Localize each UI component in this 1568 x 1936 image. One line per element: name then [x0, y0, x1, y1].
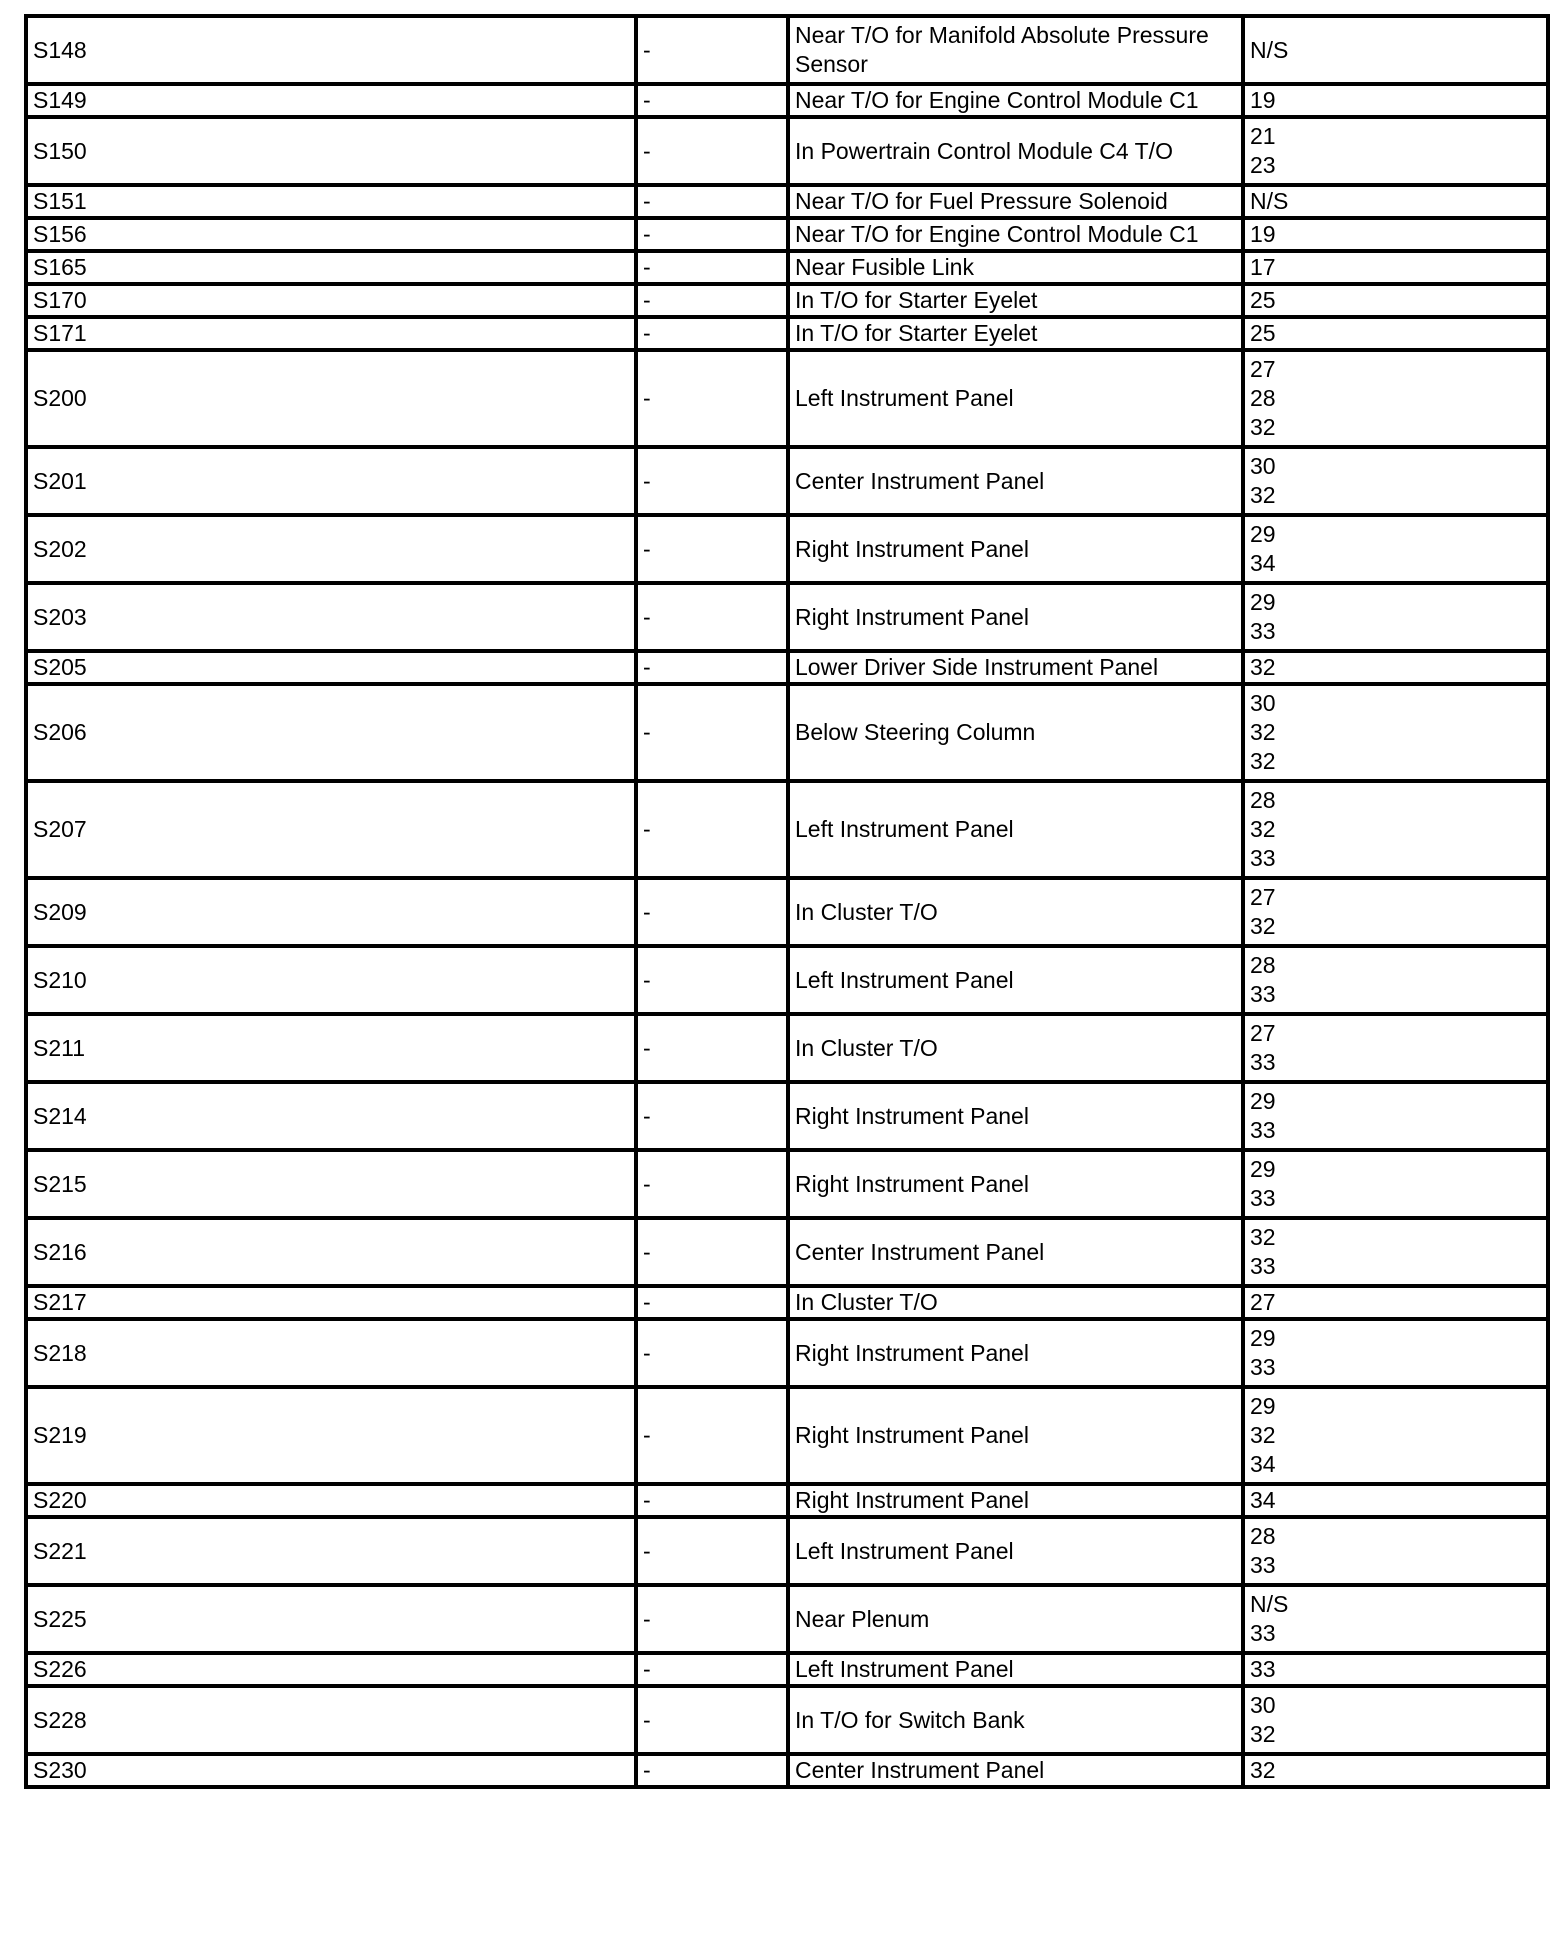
page-ref: 27 — [1250, 356, 1276, 382]
page-ref-cell — [1243, 218, 1548, 251]
page-ref-cell — [1243, 684, 1548, 781]
splice-id-cell: S149 — [26, 84, 636, 117]
table-row — [26, 218, 1548, 251]
page-ref: 32 — [1250, 654, 1276, 680]
splice-id-cell: S211 — [26, 1014, 636, 1082]
table-row — [26, 350, 1548, 447]
page-ref-cell — [1243, 284, 1548, 317]
table-row — [26, 515, 1548, 583]
location-cell: Right Instrument Panel — [788, 1319, 1243, 1387]
page-ref: 21 — [1250, 123, 1276, 149]
page-ref: 34 — [1250, 550, 1276, 576]
dash-cell: - — [636, 1585, 788, 1653]
dash-cell: - — [636, 317, 788, 350]
location-cell: Below Steering Column — [788, 684, 1243, 781]
location-cell: In Cluster T/O — [788, 878, 1243, 946]
location-cell: Right Instrument Panel — [788, 1387, 1243, 1484]
page-ref-cell — [1243, 350, 1548, 447]
table-row — [26, 1218, 1548, 1286]
page-ref: 27 — [1250, 884, 1276, 910]
page-ref-cell — [1243, 1754, 1548, 1787]
splice-id-cell: S209 — [26, 878, 636, 946]
page-ref: 19 — [1250, 221, 1276, 247]
page-ref-cell — [1243, 1653, 1548, 1686]
table-row — [26, 1585, 1548, 1653]
location-cell: Left Instrument Panel — [788, 1653, 1243, 1686]
page-ref: 32 — [1250, 1721, 1276, 1747]
page-ref-cell — [1243, 1484, 1548, 1517]
table-body — [26, 16, 1548, 1787]
table-row — [26, 16, 1548, 84]
page-ref: 33 — [1250, 981, 1276, 1007]
page-ref: 28 — [1250, 1523, 1276, 1549]
dash-cell: - — [636, 684, 788, 781]
table-row — [26, 1653, 1548, 1686]
page-ref-cell — [1243, 1150, 1548, 1218]
page-ref: 32 — [1250, 482, 1276, 508]
location-cell: Left Instrument Panel — [788, 781, 1243, 878]
splice-id-cell: S215 — [26, 1150, 636, 1218]
dash-cell: - — [636, 1286, 788, 1319]
table-row — [26, 1286, 1548, 1319]
page-ref-cell — [1243, 1585, 1548, 1653]
splice-id-cell: S150 — [26, 117, 636, 185]
page-ref: 32 — [1250, 748, 1276, 774]
page-ref: 32 — [1250, 1224, 1276, 1250]
splice-id-cell: S220 — [26, 1484, 636, 1517]
page-ref: 28 — [1250, 952, 1276, 978]
dash-cell: - — [636, 251, 788, 284]
table-row — [26, 781, 1548, 878]
page-ref-cell — [1243, 185, 1548, 218]
dash-cell: - — [636, 117, 788, 185]
page-ref: N/S — [1250, 36, 1289, 63]
page-ref: 25 — [1250, 287, 1276, 313]
location-cell: Right Instrument Panel — [788, 1150, 1243, 1218]
splice-id-cell: S165 — [26, 251, 636, 284]
location-cell: Near T/O for Manifold Absolute Pressure Sensor — [788, 16, 1243, 84]
page-ref-cell — [1243, 251, 1548, 284]
splice-id-cell: S200 — [26, 350, 636, 447]
page-ref: 23 — [1250, 152, 1276, 178]
dash-cell: - — [636, 1686, 788, 1754]
table-row — [26, 117, 1548, 185]
table-row — [26, 878, 1548, 946]
page-ref-cell — [1243, 117, 1548, 185]
page-ref: 32 — [1250, 719, 1276, 745]
page-ref: 27 — [1250, 1020, 1276, 1046]
page-ref: 32 — [1250, 816, 1276, 842]
location-cell: Left Instrument Panel — [788, 946, 1243, 1014]
splice-id-cell: S219 — [26, 1387, 636, 1484]
page-ref: 32 — [1250, 1757, 1276, 1783]
location-cell: In Powertrain Control Module C4 T/O — [788, 117, 1243, 185]
splice-id-cell: S225 — [26, 1585, 636, 1653]
dash-cell: - — [636, 515, 788, 583]
page-ref: 29 — [1250, 521, 1276, 547]
location-cell: In T/O for Starter Eyelet — [788, 284, 1243, 317]
page-ref: 32 — [1250, 913, 1276, 939]
dash-cell: - — [636, 1014, 788, 1082]
table-row — [26, 1484, 1548, 1517]
dash-cell: - — [636, 1754, 788, 1787]
page-ref-cell — [1243, 1014, 1548, 1082]
page-ref: 33 — [1250, 1117, 1276, 1143]
dash-cell: - — [636, 1082, 788, 1150]
splice-id-cell: S206 — [26, 684, 636, 781]
location-cell: Lower Driver Side Instrument Panel — [788, 651, 1243, 684]
dash-cell: - — [636, 350, 788, 447]
page-ref: 33 — [1250, 1049, 1276, 1075]
dash-cell: - — [636, 651, 788, 684]
page-ref-cell — [1243, 84, 1548, 117]
page-ref: 32 — [1250, 1422, 1276, 1448]
page-ref-cell — [1243, 1286, 1548, 1319]
location-cell: Near T/O for Fuel Pressure Solenoid — [788, 185, 1243, 218]
table-row — [26, 284, 1548, 317]
page-ref: 29 — [1250, 1393, 1276, 1419]
location-cell: Near T/O for Engine Control Module C1 — [788, 84, 1243, 117]
table-row — [26, 447, 1548, 515]
dash-cell: - — [636, 1517, 788, 1585]
splice-id-cell: S230 — [26, 1754, 636, 1787]
page-ref-cell — [1243, 1686, 1548, 1754]
page-ref: N/S — [1250, 1591, 1289, 1617]
splice-id-cell: S171 — [26, 317, 636, 350]
location-cell: Near Plenum — [788, 1585, 1243, 1653]
splice-table — [24, 14, 1550, 1789]
dash-cell: - — [636, 218, 788, 251]
splice-id-cell: S151 — [26, 185, 636, 218]
location-cell: Near T/O for Engine Control Module C1 — [788, 218, 1243, 251]
table-row — [26, 583, 1548, 651]
table-row — [26, 684, 1548, 781]
page-ref: 27 — [1250, 1289, 1276, 1315]
location-cell: Left Instrument Panel — [788, 1517, 1243, 1585]
splice-id-cell: S221 — [26, 1517, 636, 1585]
dash-cell: - — [636, 1387, 788, 1484]
page-ref: 33 — [1250, 1656, 1276, 1682]
location-cell: Center Instrument Panel — [788, 447, 1243, 515]
splice-id-cell: S216 — [26, 1218, 636, 1286]
page-ref: 28 — [1250, 787, 1276, 813]
dash-cell: - — [636, 84, 788, 117]
page-ref: 34 — [1250, 1451, 1276, 1477]
page-ref-cell — [1243, 1387, 1548, 1484]
page-ref: 17 — [1250, 254, 1276, 280]
splice-id-cell: S203 — [26, 583, 636, 651]
location-cell: In T/O for Starter Eyelet — [788, 317, 1243, 350]
page-ref: 25 — [1250, 320, 1276, 346]
page-ref: 33 — [1250, 1185, 1276, 1211]
page-ref: 33 — [1250, 1620, 1276, 1646]
table-row — [26, 1150, 1548, 1218]
dash-cell: - — [636, 185, 788, 218]
location-cell: In Cluster T/O — [788, 1014, 1243, 1082]
table-row — [26, 1319, 1548, 1387]
splice-id-cell: S148 — [26, 16, 636, 84]
splice-id-cell: S217 — [26, 1286, 636, 1319]
dash-cell: - — [636, 16, 788, 84]
table-row — [26, 251, 1548, 284]
dash-cell: - — [636, 284, 788, 317]
table-row — [26, 84, 1548, 117]
page-ref-cell — [1243, 781, 1548, 878]
page-ref: 33 — [1250, 845, 1276, 871]
table-row — [26, 1387, 1548, 1484]
page-ref-cell — [1243, 651, 1548, 684]
table-row — [26, 651, 1548, 684]
page-ref-cell — [1243, 1319, 1548, 1387]
dash-cell: - — [636, 1150, 788, 1218]
splice-id-cell: S201 — [26, 447, 636, 515]
dash-cell: - — [636, 583, 788, 651]
page-ref-cell — [1243, 447, 1548, 515]
location-cell: Left Instrument Panel — [788, 350, 1243, 447]
page-ref: 29 — [1250, 1156, 1276, 1182]
dash-cell: - — [636, 1218, 788, 1286]
splice-id-cell: S226 — [26, 1653, 636, 1686]
page-ref: N/S — [1250, 188, 1289, 214]
location-cell: Center Instrument Panel — [788, 1218, 1243, 1286]
page-ref: 29 — [1250, 1325, 1276, 1351]
dash-cell: - — [636, 1319, 788, 1387]
page-ref-cell — [1243, 1218, 1548, 1286]
location-cell: Right Instrument Panel — [788, 1082, 1243, 1150]
dash-cell: - — [636, 1653, 788, 1686]
splice-id-cell: S170 — [26, 284, 636, 317]
page-ref-cell — [1243, 317, 1548, 350]
table-row — [26, 1082, 1548, 1150]
table-row — [26, 946, 1548, 1014]
location-cell: In T/O for Switch Bank — [788, 1686, 1243, 1754]
page-ref: 32 — [1250, 414, 1276, 440]
page-ref: 33 — [1250, 1253, 1276, 1279]
page-ref: 34 — [1250, 1487, 1276, 1513]
page-ref: 30 — [1250, 1692, 1276, 1718]
page-ref: 28 — [1250, 385, 1276, 411]
table-row — [26, 317, 1548, 350]
table-row — [26, 1517, 1548, 1585]
page-ref: 19 — [1250, 87, 1276, 113]
page-ref: 29 — [1250, 1088, 1276, 1114]
page-ref-cell — [1243, 16, 1548, 84]
page-ref: 29 — [1250, 589, 1276, 615]
page-ref-cell — [1243, 946, 1548, 1014]
dash-cell: - — [636, 1484, 788, 1517]
location-cell: In Cluster T/O — [788, 1286, 1243, 1319]
splice-id-cell: S205 — [26, 651, 636, 684]
splice-id-cell: S214 — [26, 1082, 636, 1150]
splice-id-cell: S228 — [26, 1686, 636, 1754]
page-ref: 33 — [1250, 1354, 1276, 1380]
page-ref-cell — [1243, 1517, 1548, 1585]
table-row — [26, 1686, 1548, 1754]
page-ref: 30 — [1250, 690, 1276, 716]
table-row — [26, 1014, 1548, 1082]
page-ref: 30 — [1250, 453, 1276, 479]
page-ref-cell — [1243, 515, 1548, 583]
dash-cell: - — [636, 781, 788, 878]
page-ref: 33 — [1250, 618, 1276, 644]
page-ref: 33 — [1250, 1552, 1276, 1578]
splice-id-cell: S156 — [26, 218, 636, 251]
dash-cell: - — [636, 946, 788, 1014]
table-row — [26, 1754, 1548, 1787]
location-cell: Right Instrument Panel — [788, 1484, 1243, 1517]
splice-id-cell: S218 — [26, 1319, 636, 1387]
splice-id-cell: S210 — [26, 946, 636, 1014]
location-cell: Right Instrument Panel — [788, 583, 1243, 651]
location-cell: Right Instrument Panel — [788, 515, 1243, 583]
page-ref-cell — [1243, 878, 1548, 946]
page-ref-cell — [1243, 583, 1548, 651]
splice-id-cell: S207 — [26, 781, 636, 878]
dash-cell: - — [636, 878, 788, 946]
splice-id-cell: S202 — [26, 515, 636, 583]
page-ref-cell — [1243, 1082, 1548, 1150]
table-row — [26, 185, 1548, 218]
dash-cell: - — [636, 447, 788, 515]
location-cell: Near Fusible Link — [788, 251, 1243, 284]
location-cell: Center Instrument Panel — [788, 1754, 1243, 1787]
